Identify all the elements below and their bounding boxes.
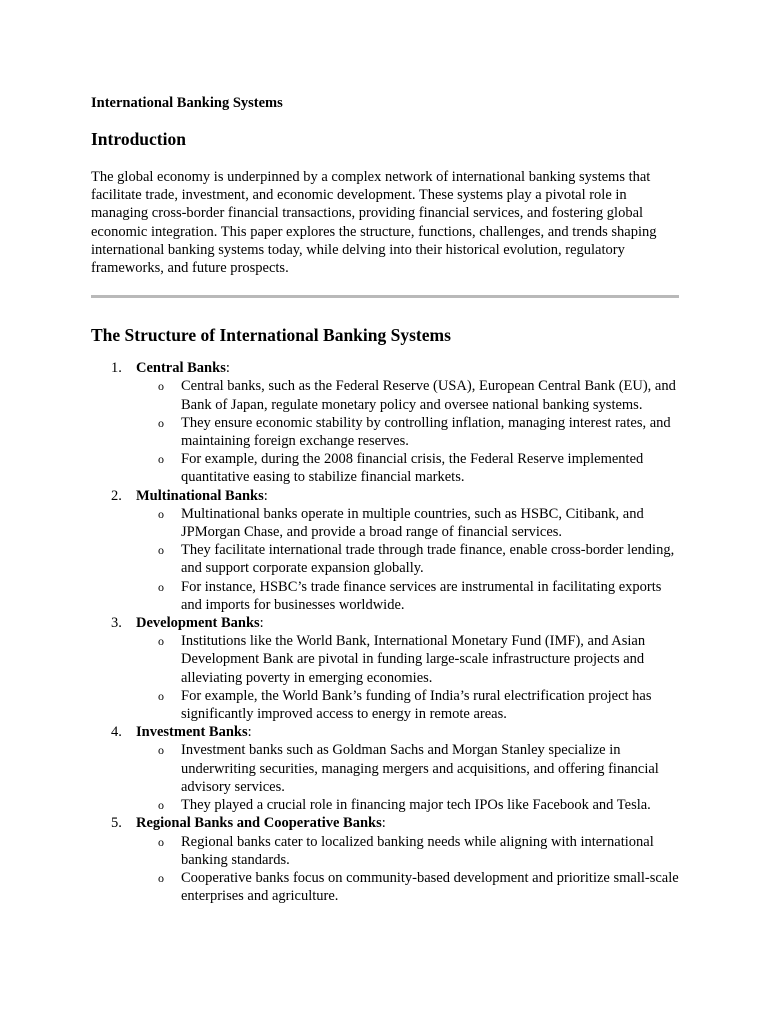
list-item: [136, 796, 679, 814]
sub-list: [136, 833, 679, 906]
section-title: Investment Banks: [136, 724, 248, 741]
section-title: Development Banks: [136, 615, 260, 632]
list-item-text: Multinational banks operate in multiple countries, such as HSBC, Citibank, and JPMorgan Chase, and provide a broad range of financial services.: [181, 505, 644, 541]
bullet-icon: o: [158, 543, 164, 558]
introduction-paragraph: The global economy is underpinned by a complex network of international banking systems that facilitate trade, investment, and economic development. These systems play a pivotal role in managing cross-border financial transactions, providing financial services, and fostering global economic integration. This paper explores the structure, functions, challenges, and trends shaping international banking systems today, while delving into their historical evolution, regulatory frameworks, and future prospects.: [91, 169, 657, 277]
list-item: [136, 833, 679, 869]
list-item: [136, 414, 679, 450]
list-number: 5.: [111, 815, 122, 832]
list-item-text: Central banks, such as the Federal Reserve (USA), European Central Bank (EU), and Bank of Japan, regulate monetary policy and oversee national banking systems.: [181, 378, 676, 413]
list-item: [91, 814, 679, 905]
list-item: [136, 741, 679, 796]
list-item: [136, 450, 679, 486]
section-heading: Regional Banks and Cooperative Banks:: [136, 815, 386, 832]
list-item-text: Regional banks cater to localized banking needs while aligning with international banking standards.: [181, 833, 654, 868]
document-page: [91, 95, 679, 905]
introduction-heading: Introduction: [91, 129, 186, 149]
list-item: [91, 614, 679, 723]
section-heading: Central Banks:: [136, 360, 230, 377]
section-title: Central Banks: [136, 360, 226, 377]
list-item: [136, 578, 679, 614]
list-number: 1.: [111, 360, 122, 377]
bullet-icon: o: [158, 834, 164, 849]
document-title: International Banking Systems: [91, 95, 283, 111]
bullet-icon: o: [158, 688, 164, 703]
bullet-icon: o: [158, 379, 164, 394]
section-heading: Development Banks:: [136, 615, 264, 632]
sub-list: [136, 505, 679, 614]
list-number: 4.: [111, 724, 122, 741]
bullet-icon: o: [158, 579, 164, 594]
list-item: [136, 377, 679, 413]
section-title: Regional Banks and Cooperative Banks: [136, 815, 382, 832]
structure-heading: The Structure of International Banking Systems: [91, 325, 451, 346]
section-title: Multinational Banks: [136, 487, 264, 504]
list-item: [136, 541, 679, 577]
bullet-icon: o: [158, 743, 164, 758]
sub-list: [136, 377, 679, 486]
sub-list: [136, 632, 679, 723]
list-item: [136, 505, 679, 541]
list-number: 3.: [111, 615, 122, 632]
bullet-icon: o: [158, 506, 164, 521]
bullet-icon: o: [158, 870, 164, 885]
list-item-text: Institutions like the World Bank, International Monetary Fund (IMF), and Asian Development Bank are pivotal in funding large-scale infrastructure projects and alleviating poverty in emerging economies.: [181, 633, 646, 686]
list-item-text: They facilitate international trade through trade finance, enable cross-border lending, and support corporate expansion globally.: [181, 542, 675, 577]
list-item-text: For example, the World Bank’s funding of India’s rural electrification project has significantly improved access to energy in remote areas.: [181, 687, 652, 723]
list-item-text: They played a crucial role in financing major tech IPOs like Facebook and Tesla.: [181, 797, 651, 814]
bullet-icon: o: [158, 452, 164, 467]
list-item-text: Cooperative banks focus on community-based development and prioritize small-scale enterprises and agriculture.: [181, 869, 679, 905]
list-item: [136, 687, 679, 723]
section-heading: Multinational Banks:: [136, 487, 268, 504]
list-item-text: They ensure economic stability by controlling inflation, managing interest rates, and maintaining foreign exchange reserves.: [181, 414, 671, 450]
list-item: [91, 487, 679, 614]
list-item: [91, 359, 679, 486]
sections-list: [91, 359, 679, 905]
bullet-icon: o: [158, 634, 164, 649]
bullet-icon: o: [158, 415, 164, 430]
horizontal-divider: [91, 295, 679, 298]
list-item: [136, 869, 679, 905]
sub-list: [136, 741, 679, 814]
list-item-text: For instance, HSBC’s trade finance services are instrumental in facilitating exports and imports for businesses worldwide.: [181, 578, 662, 613]
bullet-icon: o: [158, 798, 164, 813]
list-item-text: Investment banks such as Goldman Sachs and Morgan Stanley specialize in underwriting securities, managing mergers and acquisitions, and offering financial advisory services.: [181, 742, 659, 795]
section-heading: Investment Banks:: [136, 724, 252, 741]
list-item-text: For example, during the 2008 financial crisis, the Federal Reserve implemented quantitative easing to stabilize financial markets.: [181, 451, 644, 486]
list-item: [136, 632, 679, 687]
list-item: [91, 723, 679, 814]
list-number: 2.: [111, 487, 122, 504]
